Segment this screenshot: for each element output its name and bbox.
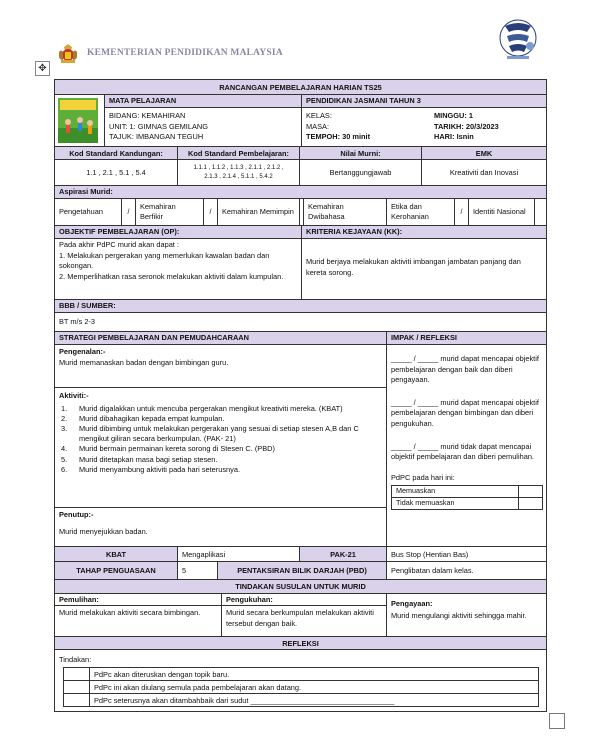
aspirasi-item: Kemahiran Berfikir <box>135 199 203 225</box>
objektif-kriteria <box>55 225 546 299</box>
aspirasi-tick: / <box>121 199 135 225</box>
pengenalan-text: Murid memanaskan badan dengan bimbingan guru. <box>59 357 229 367</box>
aspirasi-item: Kemahiran Memimpin <box>217 199 299 225</box>
kbat-row <box>55 546 546 561</box>
aktiviti-text: Murid dibahagikan kepada empat kumpulan. <box>79 413 225 423</box>
aktiviti-number: 6. <box>61 464 68 474</box>
minggu: MINGGU: 1 <box>434 111 474 120</box>
kelas: KELAS: <box>306 111 332 120</box>
tindakan-label: TINDAKAN SUSULAN UNTUK MURID <box>55 579 546 593</box>
refleksi-option <box>64 668 538 681</box>
tindakan-row <box>55 593 546 636</box>
aktiviti-item <box>61 465 372 475</box>
kriteria <box>301 226 546 299</box>
emk: Kreativiti dan Inovasi <box>421 160 546 185</box>
kod-pembelajaran-line1: 1.1.1 , 1.1.2 , 1.1.3 , 2.1.1 , 2.1.2 , <box>193 164 284 171</box>
strategi-label: STRATEGI PEMBELAJARAN DAN PEMUDAHCARAAN <box>55 332 386 345</box>
aktiviti-text: Murid bermain permainan kereta sorong di Stesen C. (PBD) <box>79 444 275 454</box>
objektif-item: 2. Memperlihatkan rasa seronok melakukan aktiviti dalam kumpulan. <box>59 271 284 281</box>
objektif <box>55 226 301 299</box>
kod-kandungan: 1.1 , 2.1 , 5.1 , 5.4 <box>86 168 146 177</box>
bidang: BIDANG: KEMAHIRAN <box>109 111 186 120</box>
aktiviti-number: 4. <box>61 444 68 454</box>
impak-label: IMPAK / REFLEKSI <box>387 332 546 345</box>
aspirasi-item: Etika dan Kerohanian <box>386 199 454 225</box>
penutup-text: Murid menyejukkan badan. <box>59 526 148 536</box>
pengukuhan-label: Pengukuhan: <box>222 594 386 606</box>
aktiviti-item <box>61 444 372 454</box>
aspirasi-label: Aspirasi Murid: <box>55 185 546 198</box>
pdpc-rating-table <box>391 485 543 509</box>
pengayaan <box>386 594 546 636</box>
pengukuhan <box>221 594 386 636</box>
aktiviti-text: Murid menyambung aktiviti pada hari seterusnya. <box>79 464 241 474</box>
aktiviti-number: 5. <box>61 454 68 464</box>
aspirasi-tick: / <box>454 199 468 225</box>
refleksi-option-text: PdPc akan diteruskan dengan topik baru. <box>94 670 230 679</box>
refleksi-option-text: PdPc ini akan diulang semula pada pembelajaran akan datang. <box>94 683 302 692</box>
page-header <box>55 42 283 64</box>
aktiviti-item <box>61 455 372 465</box>
pengenalan-label: Pengenalan:- <box>59 347 106 356</box>
memuaskan-label: Memuaskan <box>392 486 519 498</box>
tarikh: TARIKH: 20/3/2023 <box>434 121 499 131</box>
aktiviti-number: 2. <box>61 413 68 423</box>
aspirasi-item: Kemahiran Dwibahasa <box>303 199 386 225</box>
tahap-label: TAHAP PENGUASAAN <box>55 562 177 579</box>
aspirasi-item: Pengetahuan <box>59 207 103 216</box>
aktiviti-text: Murid ditetapkan masa bagi setiap stesen. <box>79 454 218 464</box>
textbook-cover-icon <box>58 98 98 143</box>
aspirasi-item: Identiti Nasional <box>468 199 534 225</box>
subject-block <box>55 94 546 146</box>
tidak-memuaskan-checkbox[interactable] <box>519 497 543 509</box>
kod-kandungan-label: Kod Standard Kandungan: <box>69 148 163 158</box>
bbm-label: BBB / SUMBER: <box>55 299 546 312</box>
tahap-row <box>55 561 546 579</box>
objektif-item: 1. Melakukan pergerakan yang memerlukan kawalan badan dan sokongan. <box>59 250 270 271</box>
pbd-label: PENTAKSIRAN BILIK DARJAH (PBD) <box>217 562 386 579</box>
pdpc-label: PdPC pada hari ini: <box>391 472 455 482</box>
refleksi-option <box>64 681 538 694</box>
unit: UNIT: 1: GIMNAS GEMILANG <box>109 121 208 131</box>
pak-label: PAK-21 <box>299 547 386 561</box>
impak-r2: _____ / _____ murid dapat mencapai objektif pembelajaran dengan bimbingan dan diberi pengukuhan. <box>391 397 539 428</box>
resize-handle[interactable] <box>549 713 565 729</box>
refleksi-option-text: PdPc seterusnya akan ditambahbaik dari sudut ___________________________________ <box>94 696 395 705</box>
kod-pembelajaran-line2: 2.1.3 , 2.1.4 , 5.1.1 , 5.4.2 <box>204 173 273 180</box>
refleksi-option <box>64 694 538 706</box>
tajuk: TAJUK: IMBANGAN TEGUH <box>109 132 204 142</box>
standards-header <box>55 146 546 159</box>
refleksi-options <box>63 667 539 707</box>
pengayaan-text: Murid mengulangi aktiviti sehingga mahir. <box>391 611 527 620</box>
subject-name: PENDIDIKAN JASMANI TAHUN 3 <box>302 95 546 108</box>
aktiviti-number: 3. <box>61 424 68 433</box>
impak <box>386 332 546 546</box>
subject-left <box>104 95 301 146</box>
nilai: Bertanggungjawab <box>299 160 421 185</box>
school-logo-icon <box>497 18 539 62</box>
kod-pembelajaran-label: Kod Standard Pembelajaran: <box>177 147 299 159</box>
strategi-impak <box>55 331 546 546</box>
aktiviti-item <box>61 414 372 424</box>
move-handle-icon[interactable]: ✥ <box>35 61 50 76</box>
emk-label: EMK <box>421 147 546 159</box>
tindakan-text-label: Tindakan: <box>59 655 92 664</box>
tempoh: TEMPOH: 30 minit <box>306 132 371 142</box>
impak-r3: _____ / _____ murid tidak dapat mencapai objektif pembelajaran dan diberi pemulihan. <box>391 441 534 462</box>
impak-r1: _____ / _____ murid dapat mencapai objektif pembelajaran dengan baik dan diberi pengayaan. <box>391 354 539 385</box>
plan-title <box>55 80 546 94</box>
pemulihan-label: Pemulihan: <box>55 594 221 606</box>
nilai-label: Nilai Murni: <box>299 147 421 159</box>
pbd-value: Penglibatan dalam kelas. <box>386 562 546 579</box>
refleksi-option-checkbox[interactable] <box>64 668 90 680</box>
refleksi-option-checkbox[interactable] <box>64 694 90 706</box>
bbm-text: BT m/s 2-3 <box>55 312 546 331</box>
aktiviti-text: Murid dibimbing untuk melakukan pergerakan yang sesuai di setiap stesen A,B dan C mengikut giliran secara berkumpulan. (PAK- 21) <box>79 424 359 444</box>
refleksi-option-checkbox[interactable] <box>64 681 90 693</box>
malaysia-crest-icon <box>55 42 81 64</box>
hari: HARI: Isnin <box>434 132 474 142</box>
refleksi-body <box>55 649 546 711</box>
kbat-label: KBAT <box>55 547 177 561</box>
pengukuhan-text: Murid secara berkumpulan melakukan aktiviti tersebut dengan baik. <box>226 608 374 628</box>
pengayaan-label: Pengayaan: <box>391 599 433 608</box>
lesson-plan-table <box>54 79 547 712</box>
aktiviti-item <box>61 424 372 444</box>
objektif-intro: Pada akhir PdPC murid akan dapat : <box>59 240 179 249</box>
masa: MASA: <box>306 121 329 131</box>
aktiviti-item <box>61 404 372 414</box>
penutup-label: Penutup:- <box>59 510 94 519</box>
textbook-cover <box>55 95 104 146</box>
pemulihan-text: Murid melakukan aktiviti secara bimbingan. <box>59 608 201 617</box>
aspirasi-row <box>55 198 546 225</box>
standards-values <box>55 159 546 185</box>
subject-right <box>301 95 546 146</box>
pemulihan <box>55 594 221 636</box>
objektif-label: OBJEKTIF PEMBELAJARAN (OP): <box>55 226 301 239</box>
plan-title-text: RANCANGAN PEMBELAJARAN HARIAN TS25 <box>219 82 382 92</box>
kod-pembelajaran <box>177 160 299 185</box>
aktiviti-label: Aktiviti:- <box>59 391 89 400</box>
kbat-value: Mengaplikasi <box>177 547 299 561</box>
strategi <box>55 332 386 546</box>
aspirasi-blank <box>534 199 546 225</box>
aktiviti-text: Murid digalakkan untuk mencuba pergerakan mengikut kreativiti mereka. (KBAT) <box>79 403 343 413</box>
pak-value: Bus Stop (Hentian Bas) <box>386 547 546 561</box>
tahap-value: 5 <box>177 562 217 579</box>
tidak-memuaskan-label: Tidak memuaskan <box>392 497 519 509</box>
kriteria-text: Murid berjaya melakukan aktiviti imbangan jambatan panjang dan kereta sorong. <box>306 257 521 277</box>
mata-pelajaran-label: MATA PELAJARAN <box>105 95 301 108</box>
ministry-name: KEMENTERIAN PENDIDIKAN MALAYSIA <box>87 48 283 58</box>
aktiviti-number: 1. <box>61 403 68 413</box>
memuaskan-checkbox[interactable] <box>519 486 543 498</box>
kriteria-label: KRITERIA KEJAYAAN (KK): <box>302 226 546 239</box>
refleksi-label: REFLEKSI <box>55 636 546 649</box>
aspirasi-tick: / <box>203 199 217 225</box>
